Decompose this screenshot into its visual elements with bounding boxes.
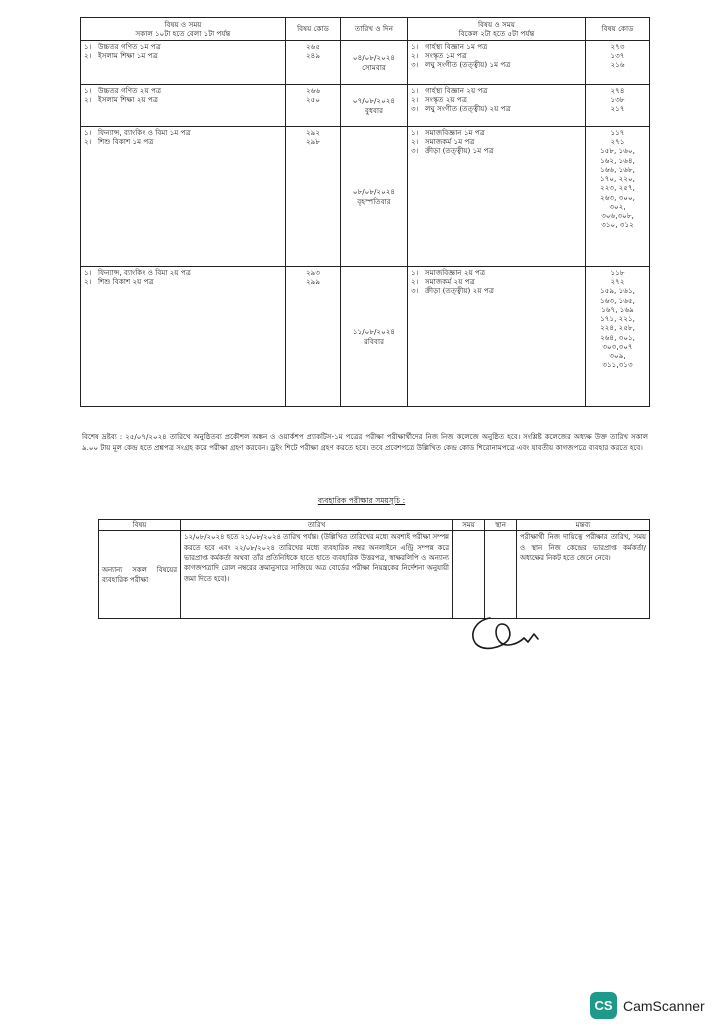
subject-name: সংস্কৃত ২য় পত্র bbox=[425, 95, 468, 105]
item-number: ১। bbox=[84, 128, 92, 137]
subject-code: ১৭১, ২২১, bbox=[600, 314, 635, 324]
subject-code: ২৫০ bbox=[305, 95, 320, 105]
subject-code: ৩০৩,৩০৭ bbox=[602, 341, 633, 351]
morning-subject-item bbox=[84, 128, 282, 137]
morning-subjects bbox=[81, 267, 286, 407]
afternoon-codes bbox=[586, 41, 650, 85]
morning-subject-item bbox=[84, 42, 282, 51]
item-number: ১। bbox=[84, 86, 92, 95]
subject-code: ৩০৬,৩০৮, bbox=[601, 210, 634, 220]
practical-title bbox=[0, 495, 723, 508]
subject-name: সমাজবিজ্ঞান ২য় পত্র bbox=[425, 268, 486, 277]
exam-day: রবিবার bbox=[363, 336, 385, 346]
schedule-row bbox=[81, 267, 650, 407]
schedule-row bbox=[81, 41, 650, 85]
morning-subject-item bbox=[84, 95, 282, 104]
item-number: ১। bbox=[411, 42, 419, 51]
exam-date: ০৪/০৮/২০২৪ bbox=[352, 53, 396, 63]
afternoon-subjects bbox=[408, 267, 586, 407]
subject-code: ৩১০, ৩১২ bbox=[601, 220, 634, 230]
schedule-row bbox=[81, 85, 650, 127]
date-day bbox=[341, 267, 408, 407]
practical-schedule-table bbox=[98, 519, 650, 619]
subject-code: ৩০৯, bbox=[609, 350, 626, 360]
practical-subject: অন্যান্য সকল বিষয়ের ব্যবহারিক পরীক্ষা bbox=[99, 531, 181, 619]
subject-code: ২৯৩ bbox=[305, 268, 320, 277]
subject-name: সমাজকর্ম ২য় পত্র bbox=[425, 277, 475, 287]
morning-codes bbox=[286, 267, 341, 407]
subject-code: ২৬৩, ৩০০, bbox=[600, 192, 635, 202]
header-date-day: তারিখ ও দিন bbox=[341, 18, 408, 41]
item-number: ১। bbox=[84, 268, 92, 277]
exam-date: ১১/০৮/২০২৪ bbox=[352, 327, 396, 337]
subject-code: ১৫৮, ১৬০, bbox=[600, 146, 635, 156]
subject-name: ইসলাম শিক্ষা ১ম পত্র bbox=[98, 51, 158, 61]
practical-title-text: ব্যবহারিক পরীক্ষার সময়সূচি : bbox=[317, 496, 406, 505]
subject-code: ২৬৫ bbox=[305, 42, 320, 51]
morning-subject-item bbox=[84, 277, 282, 286]
subject-name: সমাজকর্ম ১ম পত্র bbox=[425, 137, 475, 147]
subject-name: লঘু সংগীত (তত্ত্বীয়) ১ম পত্র bbox=[425, 60, 511, 70]
date-day bbox=[341, 85, 408, 127]
header-morning-title: বিষয় ও সময় bbox=[164, 19, 202, 29]
header-afternoon-title: বিষয় ও সময় bbox=[477, 19, 516, 29]
subject-code: ১৬২, ১৬৪, bbox=[600, 155, 635, 165]
morning-subject-item bbox=[84, 51, 282, 60]
item-number: ৩। bbox=[411, 286, 419, 296]
header-afternoon bbox=[408, 18, 586, 41]
subject-name: ক্রীড়া (তত্ত্বীয়) ২য় পত্র bbox=[425, 286, 494, 296]
afternoon-subject-item bbox=[411, 268, 582, 277]
exam-schedule-table bbox=[80, 17, 650, 407]
subject-name: লঘু সংগীত (তত্ত্বীয়) ২য় পত্র bbox=[425, 104, 511, 114]
header-code-b: বিষয় কোড bbox=[586, 18, 650, 41]
header-morning bbox=[81, 18, 286, 41]
subject-code: ২৭১ bbox=[610, 137, 625, 147]
morning-codes bbox=[286, 85, 341, 127]
subject-name: ফিন্যান্স, ব্যাংকিং ও বিমা ১ম পত্র bbox=[98, 128, 191, 137]
subject-code: ২৭৩ bbox=[610, 42, 625, 51]
afternoon-subject-item bbox=[411, 104, 582, 113]
afternoon-subject-item bbox=[411, 128, 582, 137]
header-morning-time: সকাল ১০টা হতে বেলা ১টা পর্যন্ত bbox=[135, 29, 231, 38]
subject-code: ১৬৩, ১৬৫, bbox=[600, 295, 635, 305]
subject-code: ২১৬ bbox=[610, 60, 625, 70]
subject-code: ২১৭ bbox=[610, 104, 625, 114]
camscanner-text: CamScanner bbox=[623, 997, 705, 1014]
subject-code: ২৭৪ bbox=[610, 86, 625, 95]
item-number: ২। bbox=[411, 277, 419, 287]
subject-code: ২৬৪, ৩০১, bbox=[600, 332, 635, 342]
practical-header-subject: বিষয় bbox=[99, 520, 181, 531]
subject-name: গার্হস্থ্য বিজ্ঞান ১ম পত্র bbox=[425, 42, 488, 51]
special-note: বিশেষ দ্রষ্টব্য : ২৫/০৭/২০২৪ তারিখে অনুষ্ঠিতব্য প্রকৌশল অঙ্কন ও ওয়ার্কশপ প্র্যাকটিস-১ম পত্রের পরীক্ষা পরীক্ষার্থীদের নিজ নিজ কলেজে অনুষ্ঠিত হবে। সংশ্লিষ্ট কলেজের অধ্যক্ষ উক্ত তারিখ সকাল ৯.০০ টায় মূল কেন্দ্র হতে প্রশ্নপত্র সংগ্রহ করে পরীক্ষা গ্রহণ করবেন। ড্রইং শিটে পরীক্ষা গ্রহণ করতে হবে। তবে প্রবেশপত্রে উল্লিখিত কেন্দ্র কোড শিরোনামপত্রে এবং যাবতীয় কাগজপত্রে ব্যবহার করতে হবে। bbox=[82, 432, 648, 452]
subject-name: শিশু বিকাশ ২য় পত্র bbox=[98, 277, 154, 287]
afternoon-subject-item bbox=[411, 277, 582, 286]
afternoon-subject-item bbox=[411, 86, 582, 95]
practical-header-remarks: মন্তব্য bbox=[517, 520, 650, 531]
exam-day: বৃহস্পতিবার bbox=[357, 196, 391, 206]
item-number: ২। bbox=[84, 51, 92, 61]
header-afternoon-time: বিকেল ২টা হতে ৫টা পর্যন্ত bbox=[458, 29, 535, 38]
item-number: ২। bbox=[84, 277, 92, 287]
practical-row bbox=[99, 531, 650, 619]
subject-code: ২৯৯ bbox=[305, 277, 320, 287]
afternoon-subjects bbox=[408, 85, 586, 127]
subject-code: ১৫৯, ১৬১, bbox=[600, 286, 635, 296]
subject-code: ১৬৬, ১৬৮, bbox=[600, 164, 635, 174]
morning-subjects bbox=[81, 127, 286, 267]
afternoon-codes bbox=[586, 267, 650, 407]
subject-code: ২২৪, ২৫৮, bbox=[600, 323, 635, 333]
practical-header-row bbox=[99, 520, 650, 531]
practical-remarks: পরীক্ষার্থী নিজ দায়িত্বে পরীক্ষার তারিখ, সময় ও স্থান নিজ কেন্দ্রের ভারপ্রাপ্ত কর্মকর্তা/অধ্যক্ষের নিকট হতে জেনে নেবে। bbox=[517, 531, 650, 619]
signature bbox=[462, 606, 557, 656]
subject-name: উচ্চতর গণিত ২য় পত্র bbox=[98, 86, 162, 95]
practical-header-time: সময় bbox=[453, 520, 485, 531]
item-number: ৩। bbox=[411, 60, 419, 70]
item-number: ২। bbox=[84, 95, 92, 105]
subject-name: ক্রীড়া (তত্ত্বীয়) ১ম পত্র bbox=[425, 146, 494, 156]
afternoon-subjects bbox=[408, 41, 586, 85]
morning-subject-item bbox=[84, 86, 282, 95]
afternoon-subject-item bbox=[411, 146, 582, 155]
morning-subjects bbox=[81, 85, 286, 127]
subject-code: ১৩৭ bbox=[610, 51, 625, 61]
subject-code: ২৬৬ bbox=[305, 86, 321, 95]
subject-code: ১১৭ bbox=[610, 128, 625, 137]
afternoon-subject-item bbox=[411, 42, 582, 51]
subject-code: ১১৮ bbox=[610, 268, 625, 277]
subject-code: ২৪৯ bbox=[305, 51, 320, 61]
schedule-body bbox=[81, 41, 650, 407]
item-number: ৩। bbox=[411, 104, 419, 114]
subject-code: ৩১১,৩১৩ bbox=[602, 360, 633, 370]
subject-code: ২২৩, ২৫৭, bbox=[600, 183, 635, 193]
exam-day: বুধবার bbox=[364, 105, 384, 115]
schedule-header-row bbox=[81, 18, 650, 41]
afternoon-subject-item bbox=[411, 95, 582, 104]
morning-subjects bbox=[81, 41, 286, 85]
afternoon-subject-item bbox=[411, 51, 582, 60]
item-number: ১। bbox=[411, 128, 419, 137]
item-number: ১। bbox=[84, 42, 92, 51]
date-day bbox=[341, 41, 408, 85]
morning-subject-item bbox=[84, 137, 282, 146]
item-number: ৩। bbox=[411, 146, 419, 156]
item-number: ২। bbox=[411, 137, 419, 147]
exam-day: সোমবার bbox=[362, 62, 386, 72]
subject-code: ২৯২ bbox=[305, 128, 320, 137]
camscanner-watermark bbox=[590, 992, 705, 1019]
practical-date: ১২/০৮/২০২৪ হতে ২১/০৮/২০২৪ তারিখ পর্যন্ত। (উল্লিখিত তারিখের মধ্যে অবশ্যই পরীক্ষা সম্পন্ন করতে হবে এবং ২২/০৮/২০২৪ তারিখের মধ্যে ব্যবহারিক নম্বর অনলাইনে এন্ট্রি সম্পন্ন করে ভারপ্রাপ্ত কর্মকর্তা অথবা তাঁর প্রতিনিধিকে হাতে হাতে ব্যবহারিক উত্তরপত্র, স্বাক্ষরলিপি ও অন্যান্য কাগজপত্রাদি রোল নম্বরের ক্রমানুসারে সাজিয়ে অত্র বোর্ডের পরীক্ষা নিয়ন্ত্রকের নির্দেশনা অনুযায়ী জমা দিতে হবে)। bbox=[181, 531, 453, 619]
date-day bbox=[341, 127, 408, 267]
subject-code: ১৬৭, ১৬৯ bbox=[601, 304, 634, 314]
afternoon-codes bbox=[586, 85, 650, 127]
afternoon-subject-item bbox=[411, 286, 582, 295]
afternoon-subject-item bbox=[411, 137, 582, 146]
item-number: ২। bbox=[411, 51, 419, 61]
practical-header-place: স্থান bbox=[485, 520, 517, 531]
item-number: ২। bbox=[411, 95, 419, 105]
subject-name: উচ্চতর গণিত ১ম পত্র bbox=[98, 42, 161, 51]
afternoon-codes bbox=[586, 127, 650, 267]
item-number: ২। bbox=[84, 137, 92, 147]
subject-name: সংস্কৃত ১ম পত্র bbox=[425, 51, 467, 61]
subject-code: ৩০২, bbox=[609, 201, 626, 211]
subject-code: ২৯৮ bbox=[305, 137, 320, 147]
morning-subject-item bbox=[84, 268, 282, 277]
subject-code: ১৩৮ bbox=[610, 95, 625, 105]
subject-code: ২৭২ bbox=[610, 277, 625, 287]
morning-codes bbox=[286, 41, 341, 85]
morning-codes bbox=[286, 127, 341, 267]
item-number: ১। bbox=[411, 268, 419, 277]
subject-name: গার্হস্থ্য বিজ্ঞান ২য় পত্র bbox=[425, 86, 488, 95]
camscanner-logo-icon: CS bbox=[590, 992, 617, 1019]
subject-name: সমাজবিজ্ঞান ১ম পত্র bbox=[425, 128, 485, 137]
subject-code: ১৭০, ২২০, bbox=[600, 174, 635, 184]
subject-name: ইসলাম শিক্ষা ২য় পত্র bbox=[98, 95, 159, 105]
subject-name: ফিন্যান্স, ব্যাংকিং ও বিমা ২য় পত্র bbox=[98, 268, 192, 277]
afternoon-subjects bbox=[408, 127, 586, 267]
subject-name: শিশু বিকাশ ১ম পত্র bbox=[98, 137, 154, 147]
schedule-row bbox=[81, 127, 650, 267]
header-code-a: বিষয় কোড bbox=[286, 18, 341, 41]
afternoon-subject-item bbox=[411, 60, 582, 69]
exam-date: ০৮/০৮/২০২৪ bbox=[352, 187, 396, 197]
item-number: ১। bbox=[411, 86, 419, 95]
practical-header-date: তারিখ bbox=[181, 520, 453, 531]
exam-date: ০৭/০৮/২০২৪ bbox=[352, 96, 396, 106]
